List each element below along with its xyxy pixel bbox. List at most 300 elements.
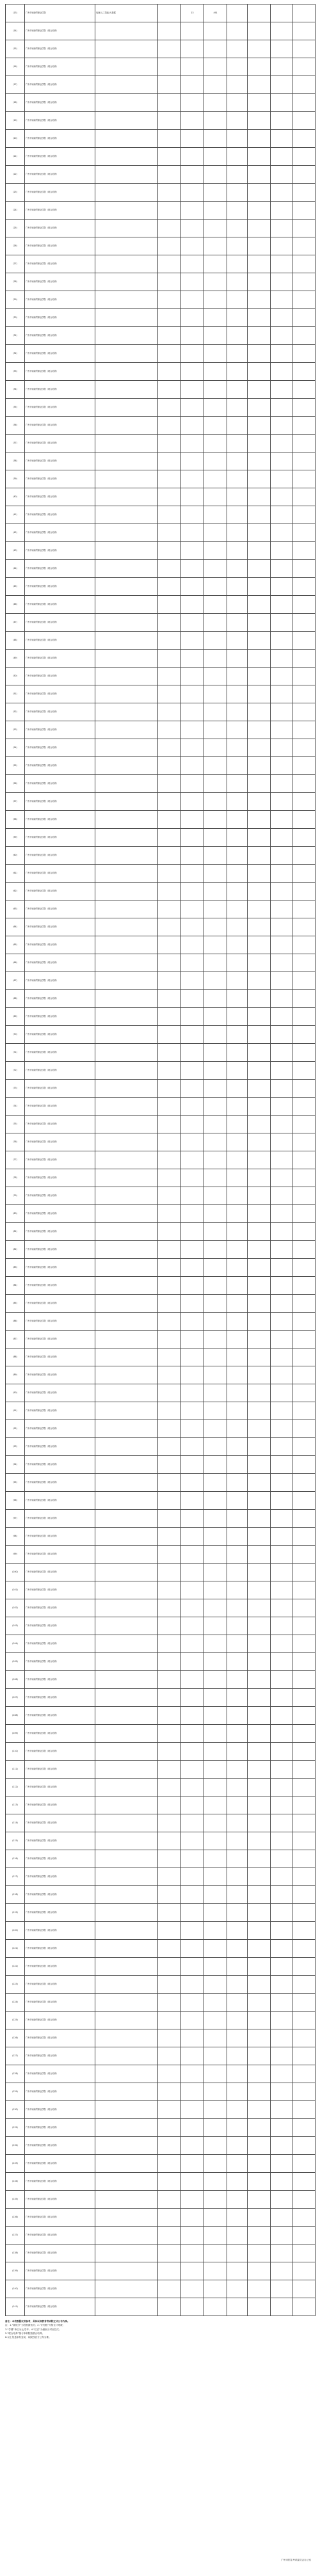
rank-cell [248, 757, 271, 775]
min-score-cell [204, 1259, 227, 1277]
plan-count-cell [181, 883, 204, 900]
rank-cell [248, 1814, 271, 1832]
admission-type-cell [158, 417, 181, 435]
extra-note-cell [292, 954, 316, 972]
admission-type-cell [158, 1564, 181, 1581]
min-score-cell [204, 22, 227, 40]
tuition-cell [227, 1295, 248, 1313]
tuition-cell [227, 94, 248, 112]
extra-note-cell [292, 1187, 316, 1205]
rank-cell [248, 918, 271, 936]
program-cell [95, 1098, 158, 1116]
min-score-cell [204, 1886, 227, 1904]
note-cell [271, 1743, 292, 1761]
rank-cell [248, 614, 271, 632]
plan-count-cell [181, 1420, 204, 1438]
rank-cell [248, 685, 271, 703]
min-score-cell [204, 1725, 227, 1743]
admission-type-cell [158, 2280, 181, 2298]
row-number: (59) [6, 829, 25, 847]
min-score-cell [204, 1474, 227, 1492]
program-cell [95, 2029, 158, 2047]
table-row [6, 1850, 316, 1868]
rank-cell [248, 1420, 271, 1438]
extra-note-cell [292, 1116, 316, 1133]
rank-cell [248, 668, 271, 685]
rank-cell [248, 1259, 271, 1277]
school-name-cell: 广州华南商贸职业学院（联合培养） [25, 1348, 95, 1366]
program-cell [95, 40, 158, 58]
admission-type-cell [158, 255, 181, 273]
rank-cell [248, 1062, 271, 1080]
note-cell [271, 1205, 292, 1223]
min-score-cell [204, 220, 227, 237]
min-score-cell [204, 847, 227, 865]
rank-cell [248, 273, 271, 291]
min-score-cell [204, 184, 227, 202]
school-name-cell: 广州华南商贸职业学院（联合培养） [25, 2280, 95, 2298]
note-cell [271, 1008, 292, 1026]
min-score-cell [204, 2191, 227, 2209]
admission-type-cell [158, 775, 181, 793]
extra-note-cell [292, 829, 316, 847]
row-number: (54) [6, 739, 25, 757]
extra-note-cell [292, 1904, 316, 1922]
note-cell [271, 900, 292, 918]
program-cell [95, 2227, 158, 2244]
school-name-cell: 广州华南商贸职业学院（联合培养） [25, 1850, 95, 1868]
row-number: (81) [6, 1223, 25, 1241]
min-score-cell [204, 1062, 227, 1080]
program-cell [95, 578, 158, 596]
table-row [6, 1814, 316, 1832]
school-name-cell: 广州华南商贸职业学院（联合培养） [25, 1617, 95, 1635]
school-name-cell: 广州华南商贸职业学院（联合培养） [25, 1331, 95, 1348]
tuition-cell [227, 954, 248, 972]
note-cell [271, 954, 292, 972]
program-cell [95, 130, 158, 148]
school-name-cell: 广州华南商贸职业学院（联合培养） [25, 1814, 95, 1832]
table-row [6, 1420, 316, 1438]
extra-note-cell [292, 1474, 316, 1492]
rank-cell [248, 1725, 271, 1743]
table-row [6, 668, 316, 685]
school-name-cell: 广州华南商贸职业学院（联合培养） [25, 452, 95, 470]
row-number: (139) [6, 2262, 25, 2280]
tuition-cell [227, 22, 248, 40]
note-cell [271, 381, 292, 399]
rank-cell [248, 1366, 271, 1384]
table-row [6, 1976, 316, 1994]
plan-count-cell [181, 291, 204, 309]
school-name-cell: 广州华南商贸职业学院（联合培养） [25, 524, 95, 542]
rank-cell [248, 650, 271, 668]
rank-cell [248, 2101, 271, 2119]
school-name-cell: 广州华南商贸职业学院（联合培养） [25, 220, 95, 237]
min-score-cell [204, 2119, 227, 2137]
admission-type-cell [158, 1062, 181, 1080]
admission-type-cell [158, 1546, 181, 1564]
program-cell [95, 202, 158, 220]
row-number: (40) [6, 488, 25, 506]
school-name-cell: 广州华南商贸职业学院（联合培养） [25, 721, 95, 739]
plan-count-cell [181, 1904, 204, 1922]
admission-type-cell [158, 883, 181, 900]
table-row [6, 309, 316, 327]
program-cell [95, 685, 158, 703]
school-name-cell: 广州华南商贸职业学院（联合培养） [25, 685, 95, 703]
plan-count-cell [181, 1098, 204, 1116]
extra-note-cell [292, 2262, 316, 2280]
note-cell [271, 1116, 292, 1133]
program-cell [95, 2065, 158, 2083]
admission-type-cell [158, 1510, 181, 1528]
admission-type-cell [158, 2083, 181, 2101]
extra-note-cell [292, 1528, 316, 1546]
school-name-cell: 广州华南商贸职业学院（联合培养） [25, 596, 95, 614]
note-cell [271, 847, 292, 865]
school-name-cell: 广州华南商贸职业学院（联合培养） [25, 1133, 95, 1151]
tuition-cell [227, 757, 248, 775]
plan-count-cell [181, 1402, 204, 1420]
school-name-cell: 广州华南商贸职业学院（联合培养） [25, 202, 95, 220]
table-row [6, 435, 316, 452]
school-name-cell: 广州华南商贸职业学院（联合培养） [25, 1761, 95, 1779]
admission-type-cell [158, 470, 181, 488]
school-name-cell: 广州华南商贸职业学院（联合培养） [25, 399, 95, 417]
note-cell [271, 1133, 292, 1151]
table-row [6, 2119, 316, 2137]
program-cell [95, 94, 158, 112]
min-score-cell [204, 1420, 227, 1438]
row-number: (91) [6, 1402, 25, 1420]
extra-note-cell [292, 1868, 316, 1886]
table-row [6, 291, 316, 309]
program-cell [95, 1868, 158, 1886]
table-row [6, 381, 316, 399]
extra-note-cell [292, 184, 316, 202]
table-row [6, 1671, 316, 1689]
min-score-cell [204, 1635, 227, 1653]
row-number: (127) [6, 2047, 25, 2065]
table-row [6, 1277, 316, 1295]
admission-type-cell [158, 1026, 181, 1044]
min-score-cell [204, 1850, 227, 1868]
extra-note-cell [292, 793, 316, 811]
extra-note-cell [292, 1635, 316, 1653]
extra-note-cell [292, 847, 316, 865]
rank-cell [248, 1850, 271, 1868]
school-name-cell: 广州华南商贸职业学院（联合培养） [25, 1510, 95, 1528]
plan-count-cell [181, 1832, 204, 1850]
row-number: (116) [6, 1850, 25, 1868]
table-row [6, 865, 316, 883]
note-cell [271, 2173, 292, 2191]
min-score-cell [204, 918, 227, 936]
rank-cell [248, 309, 271, 327]
min-score-cell [204, 1438, 227, 1456]
note-cell [271, 1223, 292, 1241]
program-cell [95, 345, 158, 363]
extra-note-cell [292, 1814, 316, 1832]
min-score-cell [204, 1796, 227, 1814]
table-row [6, 202, 316, 220]
table-row [6, 327, 316, 345]
table-row [6, 1581, 316, 1599]
rank-cell [248, 1743, 271, 1761]
program-cell [95, 1456, 158, 1474]
note-cell [271, 829, 292, 847]
note-cell [271, 1492, 292, 1510]
plan-count-cell [181, 1940, 204, 1958]
admission-type-cell [158, 1940, 181, 1958]
note-line: 3.“学费”单位为元/学年；4.“位次”为最低分对应位次； [5, 2328, 61, 2331]
rank-cell [248, 900, 271, 918]
note-cell [271, 1187, 292, 1205]
table-row [6, 1832, 316, 1850]
admission-type-cell [158, 1456, 181, 1474]
tuition-cell [227, 524, 248, 542]
school-name-cell: 广州华南商贸职业学院（联合培养） [25, 1044, 95, 1062]
rank-cell [248, 2280, 271, 2298]
extra-note-cell [292, 1564, 316, 1581]
school-name-cell: 广州华南商贸职业学院（联合培养） [25, 506, 95, 524]
rank-cell [248, 1402, 271, 1420]
admission-type-cell [158, 560, 181, 578]
program-cell [95, 668, 158, 685]
extra-note-cell [292, 1205, 316, 1223]
min-score-cell: 491 [204, 4, 227, 22]
table-row [6, 1366, 316, 1384]
rank-cell [248, 829, 271, 847]
tuition-cell [227, 1438, 248, 1456]
extra-note-cell [292, 1510, 316, 1528]
admission-type-cell [158, 2173, 181, 2191]
min-score-cell [204, 2155, 227, 2173]
tuition-cell [227, 1348, 248, 1366]
program-cell [95, 1187, 158, 1205]
school-name-cell: 广州华南商贸职业学院（联合培养） [25, 1581, 95, 1599]
admission-type-cell [158, 1295, 181, 1313]
tuition-cell [227, 2244, 248, 2262]
plan-count-cell [181, 1008, 204, 1026]
note-cell [271, 1313, 292, 1331]
table-row [6, 936, 316, 954]
program-cell [95, 1241, 158, 1259]
note-cell [271, 309, 292, 327]
min-score-cell [204, 130, 227, 148]
plan-count-cell [181, 2155, 204, 2173]
row-number: (61) [6, 865, 25, 883]
admission-type-cell [158, 1814, 181, 1832]
min-score-cell [204, 578, 227, 596]
extra-note-cell [292, 1313, 316, 1331]
plan-count-cell [181, 685, 204, 703]
program-cell [95, 2209, 158, 2227]
min-score-cell [204, 237, 227, 255]
plan-count-cell [181, 237, 204, 255]
extra-note-cell [292, 2191, 316, 2209]
admission-type-cell [158, 2029, 181, 2047]
row-number: (67) [6, 972, 25, 990]
table-row [6, 972, 316, 990]
table-row [6, 1510, 316, 1528]
admission-type-cell [158, 1277, 181, 1295]
admission-type-cell [158, 1958, 181, 1976]
min-score-cell [204, 488, 227, 506]
school-name-cell: 广州华南商贸职业学院（联合培养） [25, 1384, 95, 1402]
row-number: (137) [6, 2227, 25, 2244]
table-row [6, 793, 316, 811]
note-cell [271, 506, 292, 524]
extra-note-cell [292, 775, 316, 793]
extra-note-cell [292, 452, 316, 470]
extra-note-cell [292, 739, 316, 757]
extra-note-cell [292, 1850, 316, 1868]
rank-cell [248, 775, 271, 793]
plan-count-cell [181, 1295, 204, 1313]
note-cell [271, 775, 292, 793]
program-cell [95, 435, 158, 452]
table-row [6, 1241, 316, 1259]
row-number: (94) [6, 1456, 25, 1474]
table-row [6, 2047, 316, 2065]
extra-note-cell [292, 542, 316, 560]
extra-note-cell [292, 148, 316, 166]
plan-count-cell [181, 2244, 204, 2262]
school-name-cell: 广州华南商贸职业学院（联合培养） [25, 1420, 95, 1438]
table-row [6, 1331, 316, 1348]
rank-cell [248, 130, 271, 148]
row-number: (101) [6, 1581, 25, 1599]
rank-cell [248, 2173, 271, 2191]
program-cell [95, 596, 158, 614]
admission-type-cell [158, 1223, 181, 1241]
tuition-cell [227, 614, 248, 632]
min-score-cell [204, 381, 227, 399]
rank-cell [248, 632, 271, 650]
tuition-cell [227, 1528, 248, 1546]
extra-note-cell [292, 1743, 316, 1761]
plan-count-cell [181, 22, 204, 40]
plan-count-cell [181, 1331, 204, 1348]
admission-type-cell [158, 1348, 181, 1366]
min-score-cell [204, 560, 227, 578]
rank-cell [248, 811, 271, 829]
row-number: (20) [6, 130, 25, 148]
row-number: (19) [6, 112, 25, 130]
rank-cell [248, 1080, 271, 1098]
program-cell [95, 1564, 158, 1581]
extra-note-cell [292, 1044, 316, 1062]
min-score-cell [204, 614, 227, 632]
program-cell [95, 488, 158, 506]
row-number: (124) [6, 1994, 25, 2012]
table-row [6, 220, 316, 237]
tuition-cell [227, 1456, 248, 1474]
program-cell [95, 865, 158, 883]
tuition-cell [227, 1725, 248, 1743]
table-row [6, 2065, 316, 2083]
row-number: (102) [6, 1599, 25, 1617]
program-cell [95, 1331, 158, 1348]
admission-type-cell [158, 94, 181, 112]
program-cell [95, 1133, 158, 1151]
program-cell [95, 1277, 158, 1295]
plan-count-cell [181, 273, 204, 291]
rank-cell [248, 1707, 271, 1725]
admission-type-cell [158, 166, 181, 184]
min-score-cell [204, 166, 227, 184]
row-number: (99) [6, 1546, 25, 1564]
table-row [6, 363, 316, 381]
school-name-cell: 广州华南商贸职业学院（联合培养） [25, 166, 95, 184]
program-cell [95, 829, 158, 847]
extra-note-cell [292, 650, 316, 668]
table-row [6, 1689, 316, 1707]
tuition-cell [227, 1671, 248, 1689]
extra-note-cell [292, 1976, 316, 1994]
min-score-cell [204, 2065, 227, 2083]
school-name-cell: 广州华南商贸职业学院（联合培养） [25, 1151, 95, 1169]
extra-note-cell [292, 309, 316, 327]
plan-count-cell [181, 739, 204, 757]
admission-type-cell [158, 1187, 181, 1205]
program-cell [95, 1205, 158, 1223]
extra-note-cell [292, 1008, 316, 1026]
extra-note-cell [292, 1241, 316, 1259]
min-score-cell [204, 1295, 227, 1313]
admission-type-cell [158, 506, 181, 524]
admission-type-cell [158, 58, 181, 76]
note-cell [271, 1779, 292, 1796]
min-score-cell [204, 1241, 227, 1259]
school-name-cell: 广州华南商贸职业学院（联合培养） [25, 1707, 95, 1725]
table-row [6, 2155, 316, 2173]
rank-cell [248, 990, 271, 1008]
table-row [6, 1295, 316, 1313]
program-cell [95, 775, 158, 793]
note-cell [271, 345, 292, 363]
extra-note-cell [292, 1080, 316, 1098]
extra-note-cell [292, 94, 316, 112]
min-score-cell [204, 865, 227, 883]
note-cell [271, 40, 292, 58]
min-score-cell [204, 739, 227, 757]
min-score-cell [204, 1868, 227, 1886]
min-score-cell [204, 685, 227, 703]
table-row [6, 2209, 316, 2227]
tuition-cell [227, 1241, 248, 1259]
min-score-cell [204, 2012, 227, 2029]
note-cell [271, 488, 292, 506]
admission-type-cell [158, 793, 181, 811]
plan-count-cell [181, 1366, 204, 1384]
note-cell [271, 2012, 292, 2029]
note-cell [271, 685, 292, 703]
rank-cell [248, 1779, 271, 1796]
note-cell [271, 1456, 292, 1474]
tuition-cell [227, 2155, 248, 2173]
admission-type-cell [158, 1581, 181, 1599]
table-row [6, 1384, 316, 1402]
program-cell [95, 1348, 158, 1366]
note-cell [271, 1295, 292, 1313]
extra-note-cell [292, 22, 316, 40]
rank-cell [248, 470, 271, 488]
row-number: (38) [6, 452, 25, 470]
table-row [6, 1044, 316, 1062]
